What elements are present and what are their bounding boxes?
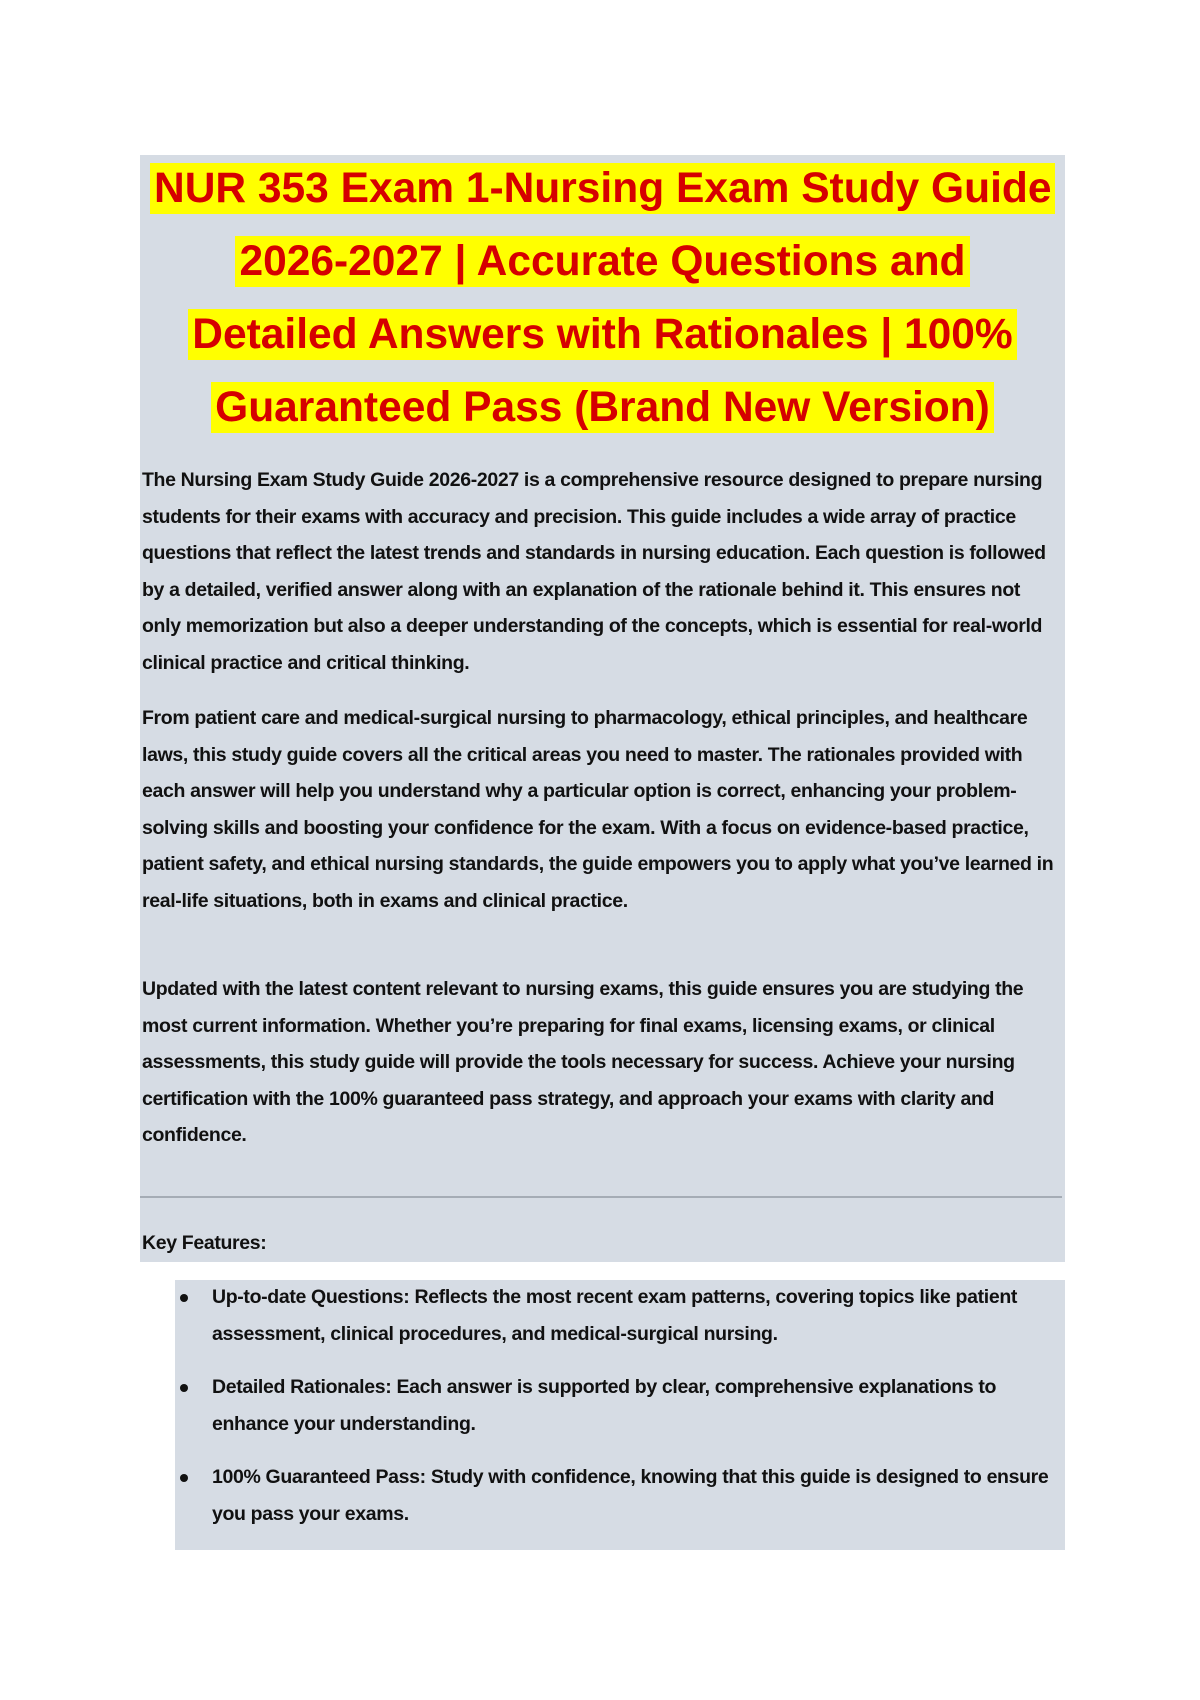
updates-paragraph: Updated with the latest content relevant to nursing exams, this guide ensures you are studying the most current information. Whether you’re preparing for final exams, licensing exams, or clinical assessments, this study guide will provide the tools necessary for success. Achieve your nursing certification with the 100% guaranteed pass strategy, and approach your exams with clarity and confidence.	[142, 978, 1024, 1146]
document-title	[150, 152, 1055, 444]
bullet-icon	[180, 1384, 188, 1392]
coverage-paragraph: From patient care and medical-surgical nursing to pharmacology, ethical principles, and healthcare laws, this study guide covers all the critical areas you need to master. The rationales provided with each answer will help you understand why a particular option is correct, enhancing your problem-solving skills and boosting your confidence for the exam. With a focus on evidence-based practice, patient safety, and ethical nursing standards, the guide empowers you to apply what you’ve learned in real-life situations, both in exams and clinical practice.	[142, 707, 1054, 912]
intro-paragraph: The Nursing Exam Study Guide 2026-2027 is a comprehensive resource designed to prepare nursing students for their exams with accuracy and precision. This guide includes a wide array of practice questions that reflect the latest trends and standards in nursing education. Each question is followed by a detailed, verified answer along with an explanation of the rationale behind it. This ensures not only memorization but also a deeper understanding of the concepts, which is essential for real-world clinical practice and critical thinking.	[142, 469, 1046, 674]
features-heading: Key Features:	[142, 1232, 267, 1254]
feature-item-rationales: Detailed Rationales: Each answer is supported by clear, comprehensive explanations to enhance your understanding.	[212, 1376, 997, 1435]
bullet-icon	[180, 1294, 188, 1302]
bullet-icon	[180, 1474, 188, 1482]
feature-item-questions: Up-to-date Questions: Reflects the most recent exam patterns, covering topics like patient assessment, clinical procedures, and medical-surgical nursing.	[212, 1286, 1018, 1345]
section-divider	[140, 1196, 1062, 1198]
feature-item-guaranteed-pass: 100% Guaranteed Pass: Study with confidence, knowing that this guide is designed to ensure you pass your exams.	[212, 1466, 1049, 1525]
document-title-text: NUR 353 Exam 1-Nursing Exam Study Guide 2026-2027 | Accurate Questions and Detailed Answers with Rationales | 100% Guaranteed Pass (Brand New Version)	[150, 163, 1055, 433]
